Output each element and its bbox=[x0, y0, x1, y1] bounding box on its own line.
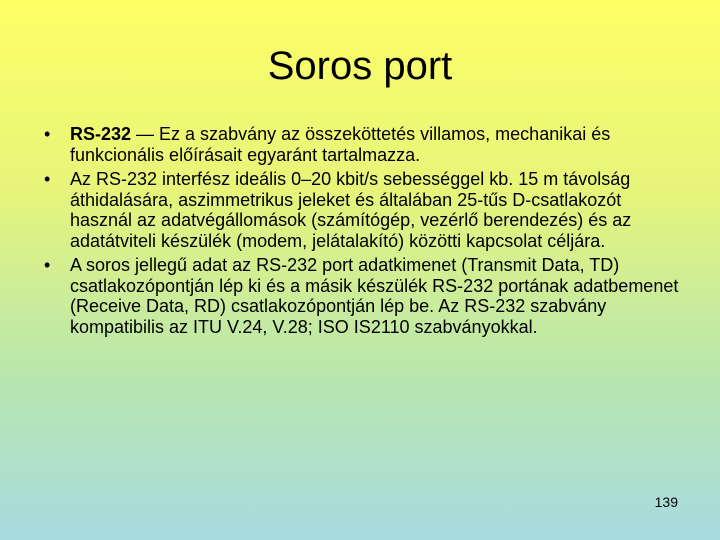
bullet-marker: • bbox=[44, 169, 51, 189]
bullet-list bbox=[44, 124, 684, 341]
bullet-item-data-transfer bbox=[44, 255, 684, 337]
bullet-item-rs232-definition bbox=[44, 124, 684, 165]
bullet-text: — Ez a szabvány az összeköttetés villamos, mechanikai és funkcionális előírásait egyaránt tartalmazza. bbox=[70, 124, 611, 165]
bullet-text: Az RS-232 interfész ideális 0–20 kbit/s sebességgel kb. 15 m távolság áthidalására, aszimmetrikus jeleket és általában 25-tűs D-csatlakozót használ az adatvégállomások (számítógép, vezérlő berendezés) és az adatátviteli készülék (modem, jelátalakító) közötti kapcsolat céljára. bbox=[70, 169, 632, 251]
page-number: 139 bbox=[654, 494, 678, 510]
bullet-marker: • bbox=[44, 124, 51, 144]
slide-title: Soros port bbox=[267, 44, 453, 88]
bullet-item-interface-description bbox=[44, 169, 684, 251]
bullet-text: A soros jellegű adat az RS-232 port adatkimenet (Transmit Data, TD) csatlakozópontján lép ki és a másik készülék RS-232 portának adatbemenet (Receive Data, RD) csatlakozópontján lép be. Az RS-232 szabvány kompatibilis az ITU V.24, V.28; ISO IS2110 szabványokkal. bbox=[70, 255, 679, 337]
bullet-marker: • bbox=[44, 255, 51, 275]
bullet-term: RS-232 bbox=[70, 124, 132, 144]
